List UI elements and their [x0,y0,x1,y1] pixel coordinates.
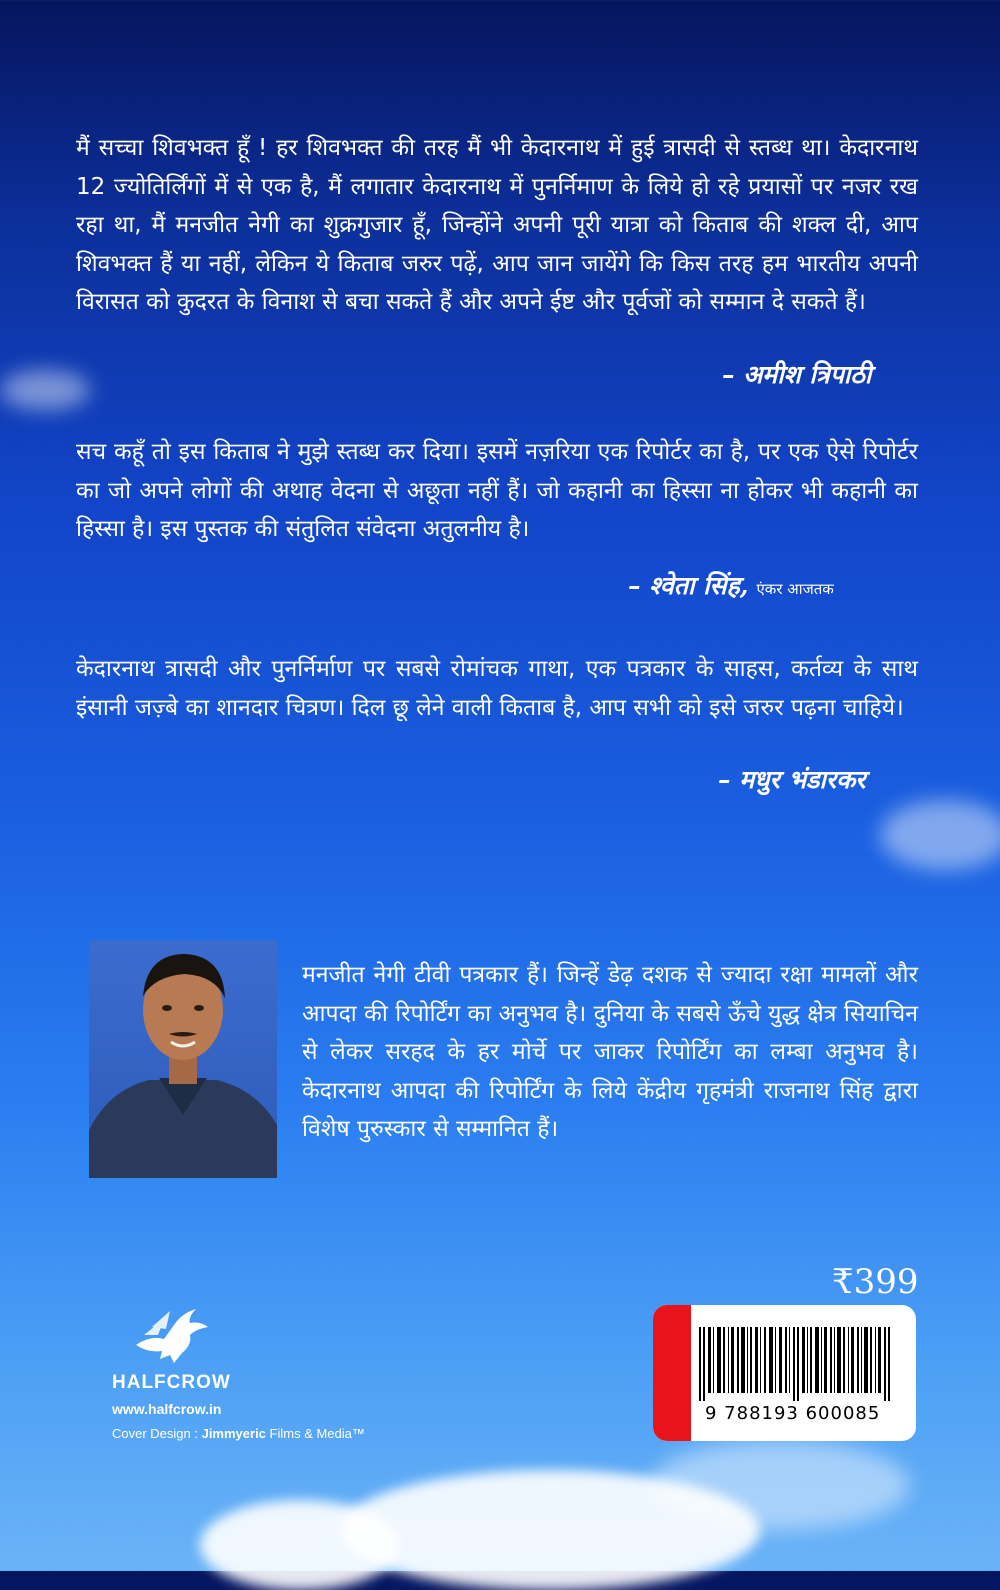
quote-2-author-name: – श्वेता सिंह, [628,571,749,600]
barcode-red-strip [653,1305,691,1441]
author-photo [89,940,277,1178]
quote-2-author-role: एंकर आजतक [756,580,834,598]
quote-1-author [722,357,871,391]
cloud-decoration [200,1500,400,1590]
quote-2-text: सच कहूँ तो इस किताब ने मुझे स्तब्ध कर दिया। इसमें नज़रिया एक रिपोर्टर का है, पर एक ऐसे रिपोर्टर का जो अपने लोगों की अथाह वेदना से अछूता नहीं हैं। जो कहानी का हिस्सा ना होकर भी कहानी का हिस्सा है। इस पुस्तक की संतुलित संवेदना अतुलनीय है। [76,439,918,542]
barcode-number: 9 788193 600085 [705,1403,881,1424]
author-portrait-illustration [89,940,277,1178]
barcode-icon [697,1327,907,1401]
publisher-website[interactable]: www.halfcrow.in [112,1401,222,1417]
quote-3-author-name: – मधुर भंडारकर [718,765,866,794]
cloud-decoration [0,370,90,410]
cloud-decoration [880,800,1000,870]
quote-1-text: मैं सच्चा शिवभक्त हूँ ! हर शिवभक्त की तरह मैं भी केदारनाथ में हुई त्रासदी से स्तब्ध था। केदारनाथ 12 ज्योतिर्लिंगों में से एक है, मैं लगातार केदारनाथ में पुनर्निमाण के लिये हो रहे प्रयासों पर नजर रख रहा था, मैं मनजीत नेगी का शुक्रगुजार हूँ, जिन्होंने अपनी पूरी यात्रा को किताब की शक्ल दी, आप शिवभक्त हैं या नहीं, लेकिन ये किताब जरुर पढ़ें, आप जान जायेंगे कि किस तरह हम भारतीय अपनी विरासत को कुदरत के विनाश से बचा सकते हैं और अपने ईष्ट और पूर्वजों को सम्मान दे सकते हैं। [76,135,918,315]
quote-3-text: केदारनाथ त्रासदी और पुनर्निर्माण पर सबसे रोमांचक गाथा, एक पत्रकार के साहस, कर्तव्य के साथ इंसानी जज़्बे का शानदार चित्रण। दिल छू लेने वाली किताब है, आप सभी को इसे जरुर पढ़ना चाहिये। [76,656,918,721]
credit-prefix: Cover Design : [112,1426,202,1441]
publisher-name: HALFCROW [112,1372,231,1393]
cover-design-credit [112,1426,365,1441]
quote-1-author-name: – अमीश त्रिपाठी [722,360,872,389]
quote-3-author [718,762,866,796]
price-label: ₹399 [832,1262,919,1302]
quote-2-author [628,568,834,602]
author-bio: मनजीत नेगी टीवी पत्रकार हैं। जिन्हें डेढ़ दशक से ज्यादा रक्षा मामलों और आपदा की रिपोर्टिंग का अनुभव है। दुनिया के सबसे ऊँचे युद्ध क्षेत्र सियाचिन से लेकर सरहद के हर मोर्चे पर जाकर रिपोर्टिंग का लम्बा अनुभव है। केदारनाथ आपदा की रिपोर्टिंग के लिये केंद्रीय गृहमंत्री राजनाथ सिंह द्वारा विशेष पुरुस्कार से सम्मानित हैं। [302,962,918,1142]
barcode-box [653,1305,916,1441]
crow-logo-icon [130,1305,212,1365]
cloud-decoration [650,1440,910,1530]
credit-suffix: Films & Media™ [265,1426,365,1441]
credit-designer: Jimmyeric [201,1426,266,1441]
